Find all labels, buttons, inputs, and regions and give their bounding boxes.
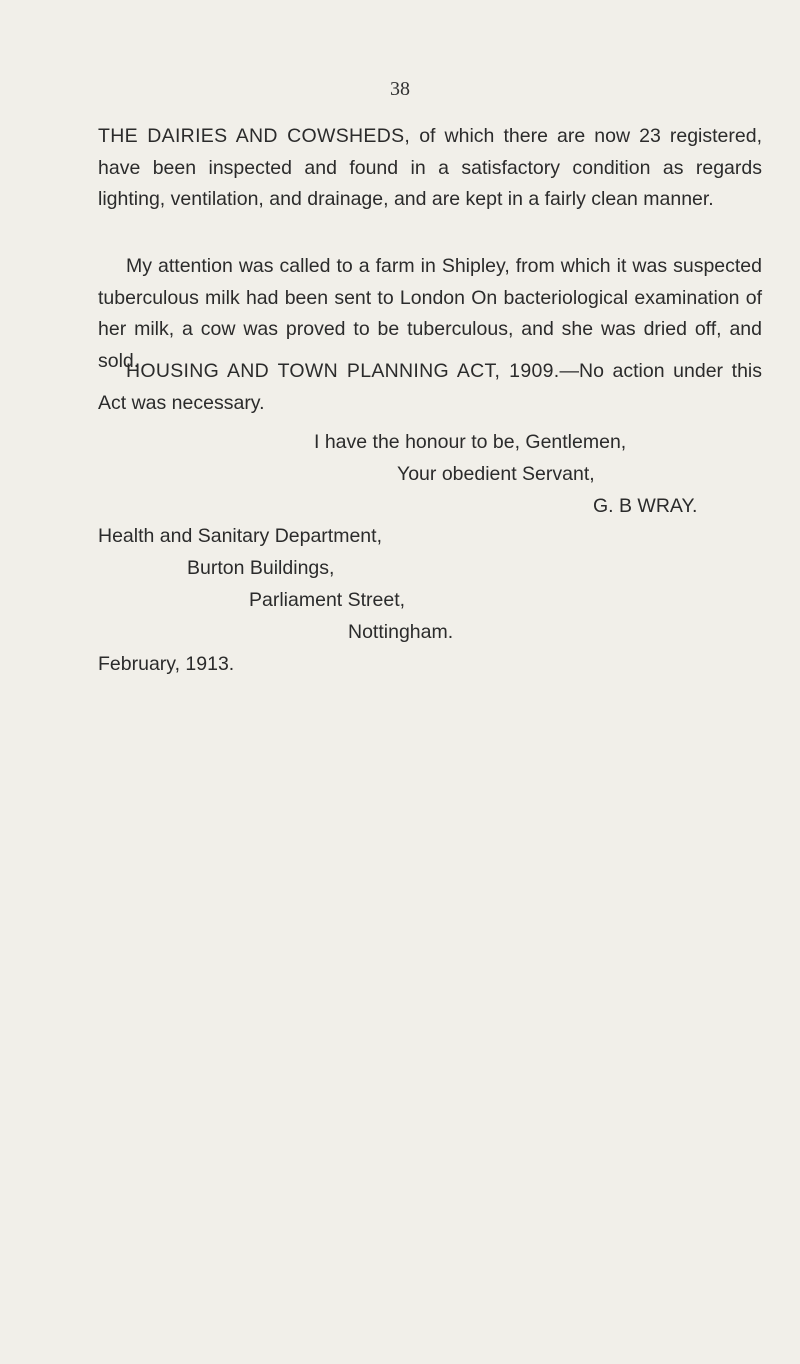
paragraph-text: of which there are now 23 registered, have been inspected and found in a satisfactory condition as regards lighting, ventilation, and drainage, and are kept in a fairly clean manner. bbox=[98, 125, 762, 210]
address-department: Health and Sanitary Department, bbox=[98, 525, 382, 547]
signature-name: G. B WRAY. bbox=[593, 495, 698, 517]
paragraph-dairies bbox=[98, 121, 762, 216]
paragraph-text: My attention was called to a farm in Shipley, from which it was suspected tuberculous milk had been sent to London On bacteriological examination of her milk, a cow was proved to be tuberculous, and she was dried off, and sold. bbox=[98, 255, 762, 372]
address-building: Burton Buildings, bbox=[187, 557, 335, 579]
address-street: Parliament Street, bbox=[249, 589, 406, 611]
paragraph-housing-act bbox=[98, 356, 762, 419]
closing-honour: I have the honour to be, Gentlemen, bbox=[314, 431, 627, 453]
closing-servant: Your obedient Servant, bbox=[397, 463, 595, 485]
paragraph-text: —No action under this Act was necessary. bbox=[98, 360, 762, 414]
document-date: February, 1913. bbox=[98, 653, 235, 675]
page-number: 38 bbox=[390, 78, 410, 100]
address-city: Nottingham. bbox=[348, 621, 454, 643]
paragraph-lead: HOUSING AND TOWN PLANNING ACT, 1909. bbox=[126, 360, 560, 382]
paragraph-lead: THE DAIRIES AND COWSHEDS, bbox=[98, 125, 411, 147]
